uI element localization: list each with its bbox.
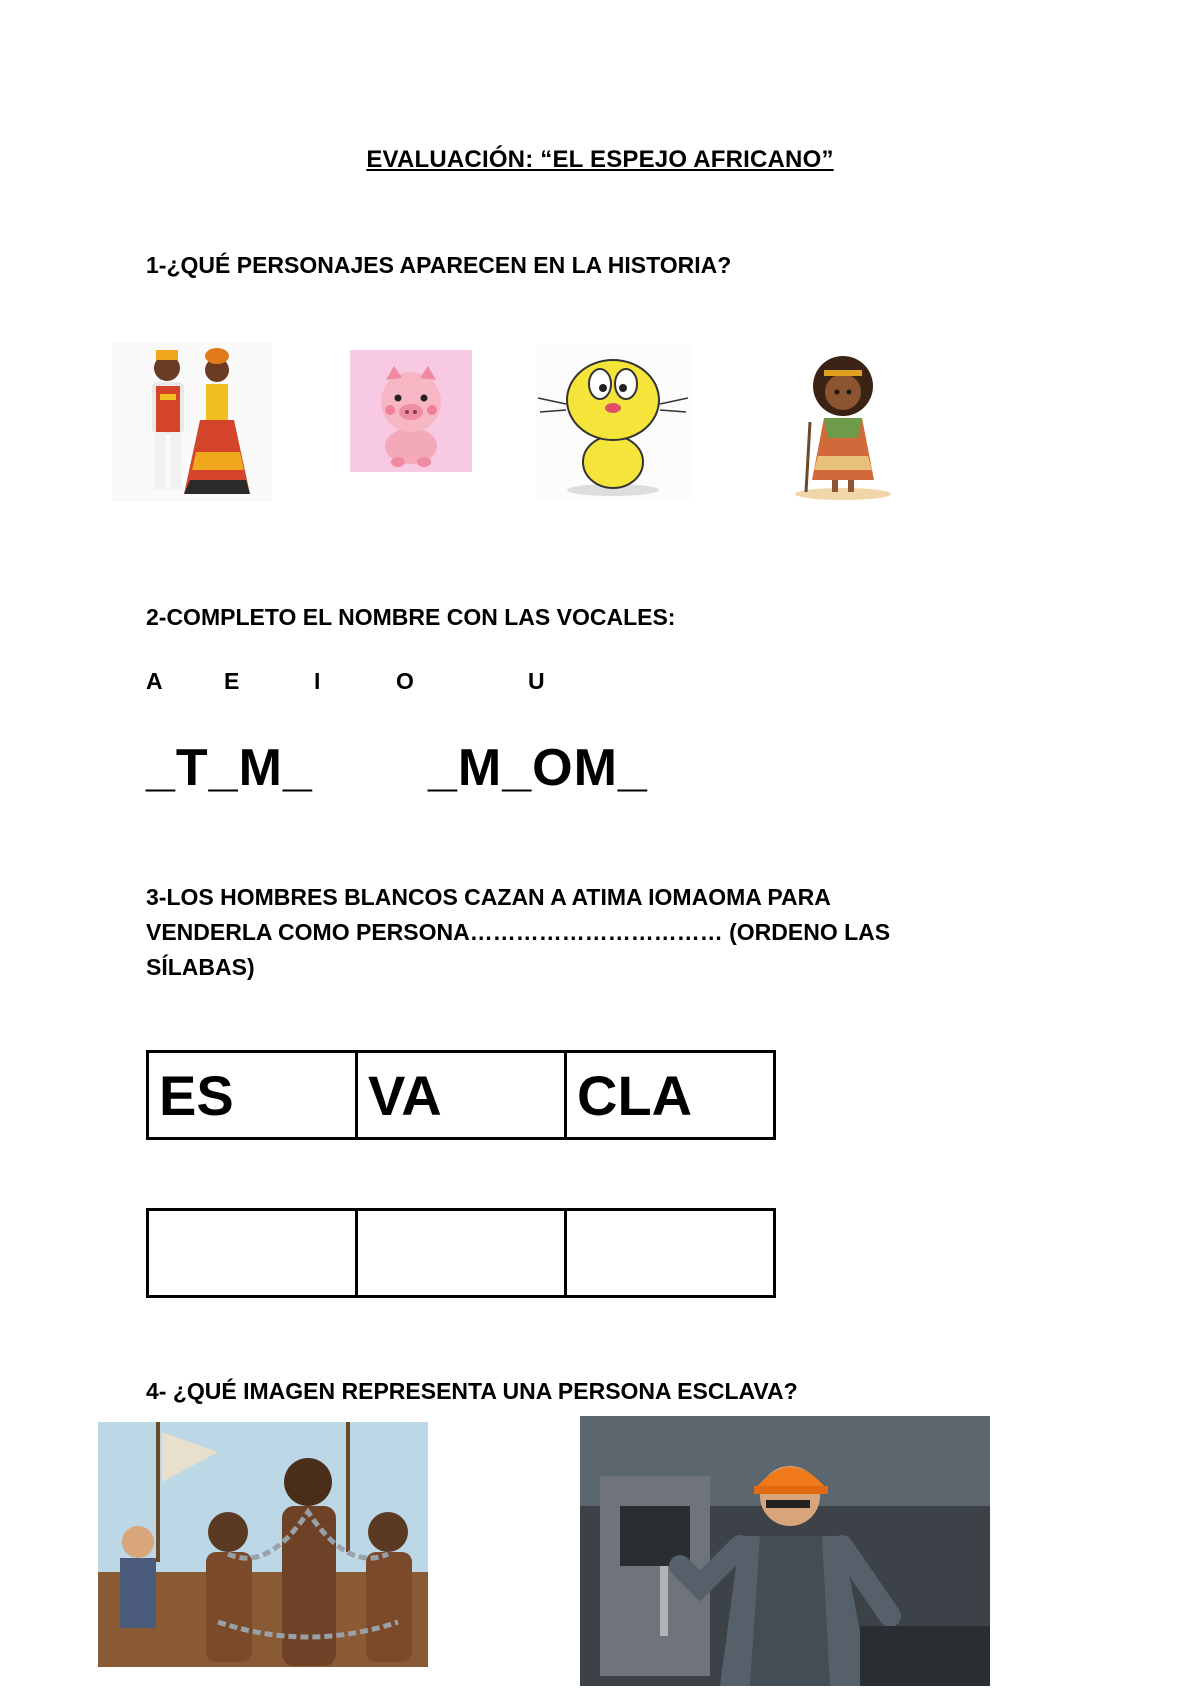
question-2: 2-COMPLETO EL NOMBRE CON LAS VOCALES: xyxy=(146,604,676,630)
syllable-cell: CLA xyxy=(566,1052,775,1139)
enslaved-people-image xyxy=(98,1422,428,1667)
question-3-line-2: VENDERLA COMO PERSONA…………………………… (ORDENO LAS xyxy=(146,919,891,945)
vowel-o: O xyxy=(396,668,414,694)
answer-cell[interactable] xyxy=(357,1210,566,1297)
vowel-u: U xyxy=(528,668,545,694)
syllable-table xyxy=(146,1050,776,1140)
question-3 xyxy=(146,880,1046,985)
yellow-cat-image xyxy=(536,344,691,499)
vowel-e: E xyxy=(224,668,240,694)
pink-pig-image xyxy=(350,350,472,472)
answer-cell[interactable] xyxy=(566,1210,775,1297)
answer-table xyxy=(146,1208,776,1298)
syllable-cell: VA xyxy=(357,1052,566,1139)
question-3-line-3: SÍLABAS) xyxy=(146,954,255,980)
fill-word-2: _M_OM_ xyxy=(428,739,648,797)
question-1: 1-¿QUÉ PERSONAJES APARECEN EN LA HISTORIA? xyxy=(146,252,732,278)
answer-cell[interactable] xyxy=(148,1210,357,1297)
african-girl-image xyxy=(788,352,898,500)
question-4: 4- ¿QUÉ IMAGEN REPRESENTA UNA PERSONA ESCLAVA? xyxy=(146,1378,798,1404)
syllable-cell: ES xyxy=(148,1052,357,1139)
vowel-i: I xyxy=(314,668,321,694)
fill-word-1: _T_M_ xyxy=(146,739,313,797)
african-couple-image xyxy=(112,342,272,502)
vowel-a: A xyxy=(146,668,163,694)
factory-worker-image xyxy=(580,1416,990,1686)
question-3-line-1: 3-LOS HOMBRES BLANCOS CAZAN A ATIMA IOMAOMA PARA xyxy=(146,884,831,910)
page-title: EVALUACIÓN: “EL ESPEJO AFRICANO” xyxy=(366,146,834,173)
